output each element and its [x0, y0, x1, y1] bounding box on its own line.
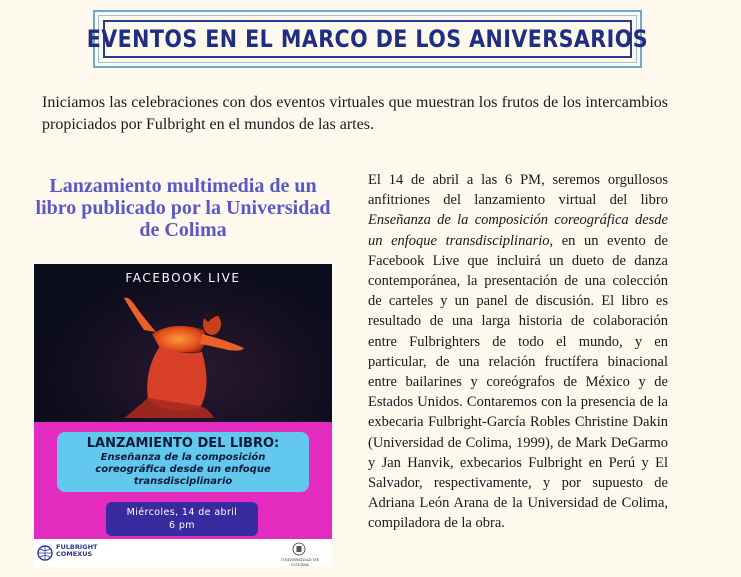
fulbright-globe-icon [37, 545, 53, 561]
intro-paragraph: Iniciamos las celebraciones con dos eventos virtuales que muestran los frutos de los intercambios propiciados por Fulbright en el mundos de las artes. [42, 94, 668, 133]
event-poster-image [34, 264, 332, 567]
event-title: Lanzamiento multimedia de un libro publicado por la Universidad de Colima [35, 175, 331, 241]
page-title: EVENTOS EN EL MARCO DE LOS ANIVERSARIOS [86, 25, 649, 53]
poster-logos-bar [34, 539, 332, 567]
fulbright-logo-text [56, 544, 97, 558]
poster-facebook-live-label: FACEBOOK LIVE [125, 271, 241, 285]
event-description-part1: El 14 de abril a las 6 PM, seremos orgullosos anfitriones del lanzamiento virtual del libro [368, 172, 668, 209]
poster-subtitle: Enseñanza de la composición coreográfica desde un enfoque transdisciplinario [95, 452, 271, 487]
poster-book-box [57, 432, 309, 492]
book-title-italic: Enseñanza de la composición coreográfica desde un enfoque transdisciplinario, [368, 212, 668, 249]
poster-date-line1: Miércoles, 14 de abril [126, 507, 238, 518]
poster-date-line2: 6 pm [169, 520, 195, 531]
fulbright-logo-line2: COMEXUS [56, 550, 93, 558]
poster-date-box [106, 502, 258, 536]
header-inner-border [86, 20, 649, 58]
event-description [368, 170, 668, 534]
event-description-part2: en un evento de Facebook Live que incluirá un dueto de danza contemporánea, la presentación de una colección de carteles y un panel de discusión. El libro es resultado de una larga historia de colaboración entre Fulbrighters de todo el mundo, y en particular, de una relación fructífera binacional entre bailarines y coreógrafos de México y de Estados Unidos. Contaremos con la presencia de la exbecaria Fulbright-García Robles Christine Dakin (Universidad de Colima, 1999), de Mark DeGarmo y Jan Hanvik, exbecarios Fulbright en Perú y El Salvador, respectivamente, y por supuesto de Adriana León Arana de la Universidad de Colima, compiladora de la obra. [368, 232, 668, 532]
poster-heading: LANZAMIENTO DEL LIBRO: [86, 436, 280, 451]
dancer-figure-icon [104, 290, 274, 420]
fulbright-logo-line1: FULBRIGHT [56, 543, 98, 551]
poster-photo-area [34, 264, 332, 422]
universidad-colima-seal-icon [292, 542, 306, 556]
header-frame [86, 10, 649, 68]
universidad-colima-logo-text: UNIVERSIDAD DE COLIMA [280, 557, 320, 567]
